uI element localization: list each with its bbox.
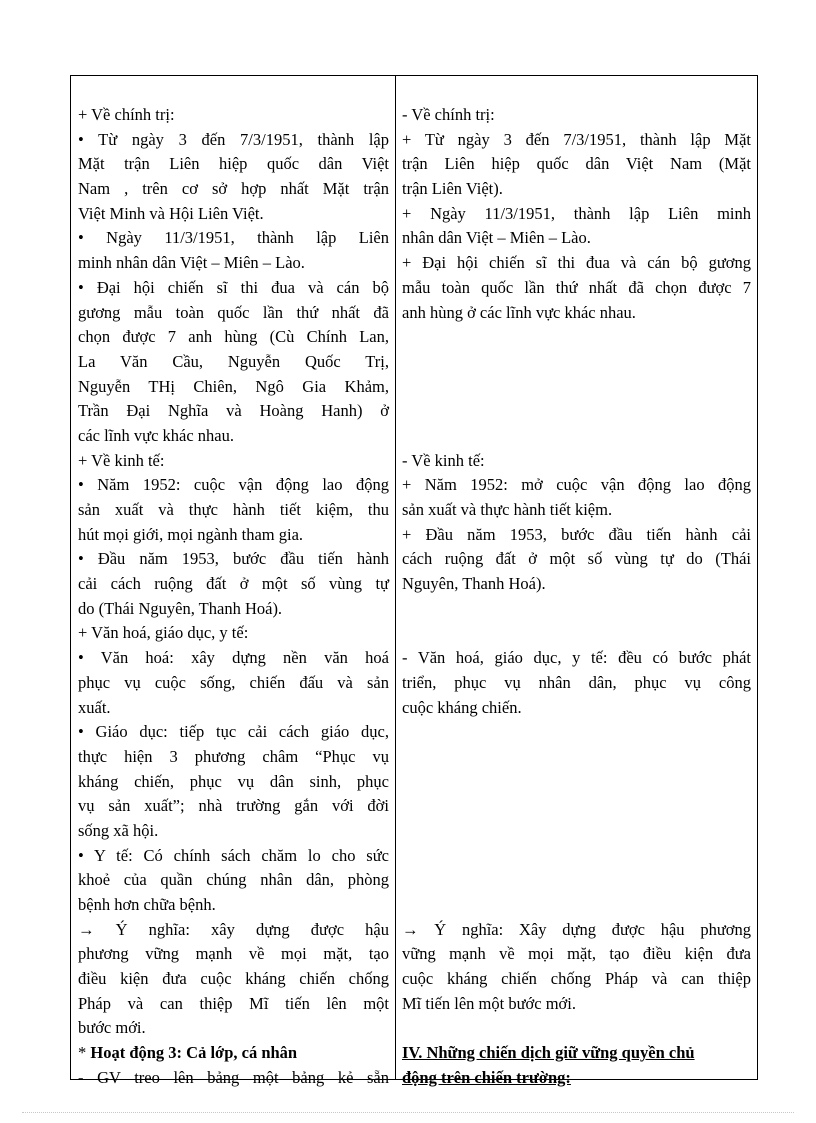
right-line: vững mạnh về mọi mặt, tạo điều kiện đưa bbox=[402, 944, 751, 964]
left-line: Pháp và can thiệp Mĩ tiến lên một bbox=[78, 993, 389, 1013]
left-line: điều kiện đưa cuộc kháng chiến chống bbox=[78, 969, 389, 989]
left-line: minh nhân dân Việt – Miên – Lào. bbox=[78, 253, 305, 273]
right-line: + Đại hội chiến sĩ thi đua và cán bộ gương bbox=[402, 253, 751, 273]
left-line: Việt Minh và Hội Liên Việt. bbox=[78, 203, 264, 223]
left-line: • Ngày 11/3/1951, thành lập Liên bbox=[78, 228, 389, 248]
right-line: - Văn hoá, giáo dục, y tế: đều có bước phát bbox=[402, 648, 751, 668]
left-line: → Ý nghĩa: xây dựng được hậu bbox=[78, 919, 389, 939]
left-line: do (Thái Nguyên, Thanh Hoá). bbox=[78, 598, 283, 618]
left-line: phương vững mạnh về mọi mặt, tạo bbox=[78, 944, 389, 964]
left-line: • Từ ngày 3 đến 7/3/1951, thành lập bbox=[78, 129, 389, 149]
right-line: - Về chính trị: bbox=[402, 105, 495, 124]
left-line: sản xuất và thực hành tiết kiệm, thu bbox=[78, 500, 389, 519]
right-line: triển, phục vụ nhân dân, phục vụ công bbox=[402, 672, 751, 692]
left-line: • Đầu năm 1953, bước đầu tiến hành bbox=[78, 549, 389, 569]
left-line: Trần Đại Nghĩa và Hoàng Hanh) ở bbox=[78, 401, 389, 421]
right-line: - Về kinh tế: bbox=[402, 450, 485, 470]
activity-title: Hoạt động 3: Cả lớp, cá nhân bbox=[90, 1043, 298, 1063]
left-line: gương mẫu toàn quốc lần thứ nhất đã bbox=[78, 302, 389, 322]
left-line: • Giáo dục: tiếp tục cải cách giáo dục, bbox=[78, 722, 389, 742]
left-line: + Về chính trị: bbox=[78, 105, 175, 124]
right-line: + Đầu năm 1953, bước đầu tiến hành cải bbox=[402, 524, 751, 544]
left-line: • Đại hội chiến sĩ thi đua và cán bộ bbox=[78, 277, 389, 297]
right-line: mẫu toàn quốc lần thứ nhất đã chọn được 7 bbox=[402, 277, 751, 297]
right-line: anh hùng ở các lĩnh vực khác nhau. bbox=[402, 302, 636, 322]
right-line: cách ruộng đất ở một số vùng tự do (Thái bbox=[402, 549, 751, 569]
left-line: • Y tế: Có chính sách chăm lo cho sức bbox=[78, 845, 389, 865]
activity-heading bbox=[78, 1041, 389, 1066]
left-line: Nam , trên cơ sở hợp nhất Mặt trận bbox=[78, 179, 389, 199]
section-heading: IV. Những chiến dịch giữ vững quyền chủ bbox=[402, 1043, 695, 1063]
left-column bbox=[78, 103, 389, 1091]
left-line: phục vụ cuộc sống, chiến đấu và sản bbox=[78, 672, 389, 692]
left-line: thực hiện 3 phương châm “Phục vụ bbox=[78, 746, 389, 766]
right-line: → Ý nghĩa: Xây dựng được hậu phương bbox=[402, 919, 751, 939]
right-line: + Năm 1952: mở cuộc vận động lao động bbox=[402, 475, 751, 495]
left-line: Nguyễn THị Chiên, Ngô Gia Khảm, bbox=[78, 376, 389, 396]
right-line: cuộc kháng chiến. bbox=[402, 697, 522, 717]
left-line: bước mới. bbox=[78, 1018, 146, 1038]
left-line: xuất. bbox=[78, 697, 111, 717]
right-line: cuộc kháng chiến chống Pháp và can thiệp bbox=[402, 969, 751, 989]
left-line: chọn được 7 anh hùng (Cù Chính Lan, bbox=[78, 327, 389, 347]
left-line: các lĩnh vực khác nhau. bbox=[78, 425, 235, 445]
left-line: + Về kinh tế: bbox=[78, 450, 165, 470]
left-line: khoẻ của quần chúng nhân dân, phòng bbox=[78, 870, 389, 890]
left-line: vụ sản xuất”; nhà trường gắn với đời bbox=[78, 796, 389, 816]
section-heading: động trên chiến trường: bbox=[402, 1067, 571, 1087]
left-line: hút mọi giới, mọi ngành tham gia. bbox=[78, 524, 304, 544]
right-line: Mĩ tiến lên một bước mới. bbox=[402, 993, 576, 1013]
left-line: • Năm 1952: cuộc vận động lao động bbox=[78, 475, 389, 495]
right-line: Nguyên, Thanh Hoá). bbox=[402, 574, 546, 594]
right-line: + Ngày 11/3/1951, thành lập Liên minh bbox=[402, 203, 751, 223]
right-column bbox=[402, 103, 751, 1091]
left-line: kháng chiến, phục vụ dân sinh, phục bbox=[78, 771, 389, 791]
left-line: Mặt trận Liên hiệp quốc dân Việt bbox=[78, 154, 389, 174]
activity-prefix: * bbox=[78, 1043, 91, 1063]
left-line: + Văn hoá, giáo dục, y tế: bbox=[78, 623, 249, 643]
left-line: • Văn hoá: xây dựng nền văn hoá bbox=[78, 648, 389, 668]
right-line: nhân dân Việt – Miên – Lào. bbox=[402, 228, 591, 248]
left-line: cải cách ruộng đất ở một số vùng tự bbox=[78, 574, 389, 594]
left-line: bệnh hơn chữa bệnh. bbox=[78, 895, 216, 914]
right-line: trận Liên Việt). bbox=[402, 179, 503, 199]
column-divider bbox=[395, 76, 396, 1079]
content-table bbox=[70, 75, 758, 1087]
right-line: sản xuất và thực hành tiết kiệm. bbox=[402, 500, 613, 519]
page-footer-rule bbox=[22, 1112, 794, 1113]
left-line: La Văn Cầu, Nguyễn Quốc Trị, bbox=[78, 351, 389, 371]
right-line: trận Liên hiệp quốc dân Việt Nam (Mặt bbox=[402, 154, 751, 174]
left-line: sống xã hội. bbox=[78, 820, 159, 840]
left-line: - GV treo lên bảng một bảng kẻ sẵn bbox=[78, 1067, 389, 1087]
right-line: + Từ ngày 3 đến 7/3/1951, thành lập Mặt bbox=[402, 129, 751, 149]
